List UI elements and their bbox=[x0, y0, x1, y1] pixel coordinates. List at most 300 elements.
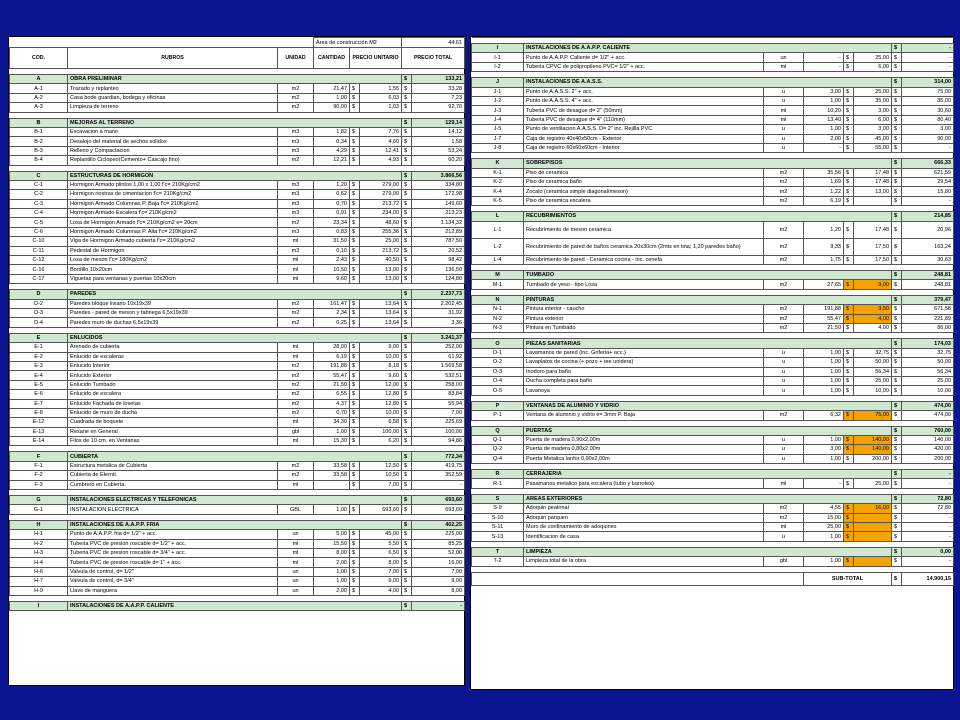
item-unit-price: 9,00 bbox=[854, 280, 892, 289]
item-code: C-1 bbox=[10, 180, 68, 189]
item-quantity: 1,00 bbox=[804, 125, 844, 134]
line-item-row bbox=[10, 209, 465, 218]
item-total: - bbox=[902, 143, 954, 152]
item-total: - bbox=[902, 53, 954, 62]
currency-symbol: $ bbox=[844, 367, 854, 376]
line-item-row bbox=[10, 227, 465, 236]
currency-symbol: $ bbox=[350, 427, 360, 436]
currency-symbol: $ bbox=[892, 106, 902, 115]
currency-symbol: $ bbox=[402, 530, 412, 539]
line-item-row bbox=[472, 87, 954, 96]
section-title: CERRAJERIA bbox=[524, 470, 892, 479]
line-item-row bbox=[10, 558, 465, 567]
item-unit: m2 bbox=[278, 156, 314, 165]
item-unit: m2 bbox=[764, 168, 804, 177]
currency-symbol: $ bbox=[402, 290, 412, 299]
item-quantity: 191,88 bbox=[804, 305, 844, 314]
item-code: C-6 bbox=[10, 227, 68, 236]
item-quantity: - bbox=[804, 479, 844, 488]
right-budget-sheet bbox=[470, 36, 954, 690]
section-title: ENLUCIDOS bbox=[68, 333, 402, 342]
item-description: Cubierta de Eternit bbox=[68, 471, 278, 480]
item-unit-price: 6,00 bbox=[854, 62, 892, 71]
item-unit: u bbox=[764, 386, 804, 395]
item-quantity: 1,00 bbox=[804, 358, 844, 367]
subtotal-label: SUB-TOTAL bbox=[804, 572, 892, 585]
section-header-row bbox=[10, 496, 465, 505]
currency-symbol: $ bbox=[892, 445, 902, 454]
line-item-row bbox=[472, 513, 954, 522]
item-unit: u bbox=[764, 134, 804, 143]
item-description: Losa de Hormigon Armado f'c= 210Kg/cm2 e= 20cm bbox=[68, 218, 278, 227]
item-unit-price: 1,03 bbox=[360, 103, 402, 112]
item-code: S-11 bbox=[472, 523, 524, 532]
item-total: 221,89 bbox=[902, 314, 954, 323]
section-total: 129,14 bbox=[412, 118, 465, 127]
item-total: 10,00 bbox=[902, 386, 954, 395]
currency-symbol: $ bbox=[350, 437, 360, 446]
item-unit: u bbox=[764, 96, 804, 105]
item-total: - bbox=[902, 196, 954, 205]
item-code: C-16 bbox=[10, 265, 68, 274]
currency-symbol: $ bbox=[402, 227, 412, 236]
item-code: B-3 bbox=[10, 146, 68, 155]
currency-symbol: $ bbox=[402, 461, 412, 470]
currency-symbol: $ bbox=[892, 78, 902, 87]
item-unit: ml bbox=[278, 256, 314, 265]
item-quantity: 15,30 bbox=[314, 437, 350, 446]
item-unit-price: 9,60 bbox=[360, 371, 402, 380]
currency-symbol: $ bbox=[350, 256, 360, 265]
item-unit-price bbox=[854, 513, 892, 522]
currency-symbol: $ bbox=[402, 380, 412, 389]
currency-symbol: $ bbox=[402, 361, 412, 370]
currency-symbol: $ bbox=[892, 339, 902, 348]
item-code: E-5 bbox=[10, 380, 68, 389]
line-item-row bbox=[472, 168, 954, 177]
item-unit: GBL bbox=[278, 505, 314, 514]
line-item-row bbox=[10, 586, 465, 595]
item-code: T-2 bbox=[472, 557, 524, 566]
section-header-row bbox=[472, 426, 954, 435]
currency-symbol: $ bbox=[844, 96, 854, 105]
item-unit: m2 bbox=[278, 399, 314, 408]
currency-symbol: $ bbox=[350, 471, 360, 480]
currency-symbol: $ bbox=[402, 352, 412, 361]
item-unit: m2 bbox=[764, 238, 804, 255]
section-header-row bbox=[472, 494, 954, 503]
item-unit: m2 bbox=[278, 308, 314, 317]
item-code: O-3 bbox=[472, 367, 524, 376]
item-unit-price: 13,64 bbox=[360, 308, 402, 317]
currency-symbol: $ bbox=[402, 408, 412, 417]
item-total: 212,89 bbox=[412, 227, 465, 236]
currency-symbol: $ bbox=[892, 62, 902, 71]
item-unit-price: 50,00 bbox=[854, 358, 892, 367]
item-code: E-1 bbox=[10, 343, 68, 352]
item-unit-price: 75,00 bbox=[854, 411, 892, 420]
item-unit: u bbox=[764, 532, 804, 541]
currency-symbol: $ bbox=[892, 305, 902, 314]
item-unit: m2 bbox=[278, 218, 314, 227]
item-code: L-4 bbox=[472, 255, 524, 264]
currency-symbol: $ bbox=[892, 212, 902, 221]
item-description: Pintura exterior bbox=[524, 314, 764, 323]
construction-area-row bbox=[10, 38, 465, 48]
section-title: RECUBRIMIENTOS bbox=[524, 212, 892, 221]
currency-symbol: $ bbox=[892, 494, 902, 503]
item-description: Lavanoya bbox=[524, 386, 764, 395]
item-code: J-1 bbox=[472, 87, 524, 96]
item-quantity: 1,00 bbox=[804, 435, 844, 444]
item-total: 7,23 bbox=[412, 93, 465, 102]
item-unit-price: 25,00 bbox=[854, 87, 892, 96]
item-code: E-2 bbox=[10, 352, 68, 361]
currency-symbol: $ bbox=[892, 532, 902, 541]
item-unit: ml bbox=[278, 418, 314, 427]
item-unit: un bbox=[278, 586, 314, 595]
item-unit: ml bbox=[764, 479, 804, 488]
item-unit-price: 13,64 bbox=[360, 318, 402, 327]
item-unit: ml bbox=[764, 115, 804, 124]
currency-symbol: $ bbox=[844, 238, 854, 255]
section-total: 174,03 bbox=[902, 339, 954, 348]
section-title: INSTALACIONES DE A.A.P.P. FRIA bbox=[68, 520, 402, 529]
section-header-row bbox=[10, 520, 465, 529]
section-header-row bbox=[472, 295, 954, 304]
item-unit: ml bbox=[278, 352, 314, 361]
section-total: 248,81 bbox=[902, 271, 954, 280]
item-total: 3,00 bbox=[902, 125, 954, 134]
item-total: 671,58 bbox=[902, 305, 954, 314]
currency-symbol: $ bbox=[892, 87, 902, 96]
line-item-row bbox=[10, 371, 465, 380]
item-quantity: 2,43 bbox=[314, 256, 350, 265]
item-unit: m2 bbox=[764, 255, 804, 264]
item-description: Hormigon Armado plintos 1,00 x 1,00 f'c= 210Kg/cm2 bbox=[68, 180, 278, 189]
currency-symbol: $ bbox=[844, 445, 854, 454]
item-code: E-14 bbox=[10, 437, 68, 446]
item-unit-price: 16,00 bbox=[854, 504, 892, 513]
item-code: H-2 bbox=[10, 539, 68, 548]
currency-symbol: $ bbox=[844, 187, 854, 196]
line-item-row bbox=[10, 361, 465, 370]
currency-symbol: $ bbox=[402, 601, 412, 610]
item-code: J-2 bbox=[472, 96, 524, 105]
currency-symbol: $ bbox=[892, 280, 902, 289]
item-code: A-1 bbox=[10, 84, 68, 93]
line-item-row bbox=[10, 180, 465, 189]
item-quantity: 15,50 bbox=[314, 539, 350, 548]
item-quantity: 31,50 bbox=[314, 237, 350, 246]
item-unit: gbl bbox=[278, 427, 314, 436]
item-quantity: 0,70 bbox=[314, 199, 350, 208]
item-quantity: - bbox=[804, 143, 844, 152]
currency-symbol: $ bbox=[402, 190, 412, 199]
section-code: N bbox=[472, 295, 524, 304]
section-total: 379,47 bbox=[902, 295, 954, 304]
item-total: 1.569,58 bbox=[412, 361, 465, 370]
line-item-row bbox=[472, 504, 954, 513]
currency-symbol: $ bbox=[892, 221, 902, 238]
line-item-row bbox=[472, 143, 954, 152]
line-item-row bbox=[10, 199, 465, 208]
item-description: Hormigon riostras de cimentacion f'c= 210Kg/cm2 bbox=[68, 190, 278, 199]
currency-symbol: $ bbox=[892, 255, 902, 264]
item-code: D-3 bbox=[10, 308, 68, 317]
item-description: Recubrimiento de meson ceramica bbox=[524, 221, 764, 238]
currency-symbol: $ bbox=[844, 106, 854, 115]
item-quantity: 34,30 bbox=[314, 418, 350, 427]
line-item-row bbox=[472, 386, 954, 395]
item-total: 85,25 bbox=[412, 539, 465, 548]
currency-symbol: $ bbox=[892, 115, 902, 124]
currency-symbol: $ bbox=[402, 496, 412, 505]
section-header-row bbox=[472, 159, 954, 168]
item-unit: un bbox=[278, 577, 314, 586]
item-unit: m3 bbox=[278, 199, 314, 208]
item-unit-price bbox=[854, 557, 892, 566]
section-total: 474,00 bbox=[902, 401, 954, 410]
item-unit: u bbox=[764, 376, 804, 385]
line-item-row bbox=[10, 156, 465, 165]
item-unit: m2 bbox=[278, 361, 314, 370]
section-code: L bbox=[472, 212, 524, 221]
item-total: 8,00 bbox=[412, 586, 465, 595]
currency-symbol: $ bbox=[892, 367, 902, 376]
item-description: Caja de registro 60x60x60cm - Interior bbox=[524, 143, 764, 152]
currency-symbol: $ bbox=[892, 348, 902, 357]
item-total: 693,60 bbox=[412, 505, 465, 514]
item-unit-price: 13,64 bbox=[360, 299, 402, 308]
section-header-row bbox=[10, 75, 465, 84]
currency-symbol: $ bbox=[892, 547, 902, 556]
item-unit: u bbox=[764, 445, 804, 454]
line-item-row bbox=[10, 505, 465, 514]
item-total: 136,50 bbox=[412, 265, 465, 274]
item-total: 56,34 bbox=[902, 367, 954, 376]
item-unit-price: 10,00 bbox=[360, 408, 402, 417]
item-quantity: 1,00 bbox=[804, 557, 844, 566]
item-unit: m2 bbox=[278, 103, 314, 112]
line-item-row bbox=[10, 530, 465, 539]
item-total: 200,00 bbox=[902, 454, 954, 463]
item-total: 15,80 bbox=[902, 187, 954, 196]
currency-symbol: $ bbox=[892, 358, 902, 367]
section-code: E bbox=[10, 333, 68, 342]
item-code: Q-1 bbox=[472, 435, 524, 444]
header-rubros: RUBROS bbox=[68, 48, 278, 69]
header-code: COD. bbox=[10, 48, 68, 69]
item-total: - bbox=[902, 557, 954, 566]
item-description: Enlucido Exterior bbox=[68, 371, 278, 380]
item-quantity: 90,00 bbox=[314, 103, 350, 112]
item-description: Losa de meson f'c= 180Kg/cm2 bbox=[68, 256, 278, 265]
section-code: T bbox=[472, 547, 524, 556]
left-budget-table bbox=[9, 37, 465, 611]
section-title: VENTANAS DE ALUMINIO Y VIDRIO bbox=[524, 401, 892, 410]
item-unit-price: 140,00 bbox=[854, 435, 892, 444]
item-unit: m2 bbox=[278, 380, 314, 389]
item-code: H-6 bbox=[10, 567, 68, 576]
item-unit: un bbox=[278, 530, 314, 539]
currency-symbol: $ bbox=[350, 558, 360, 567]
currency-symbol: $ bbox=[402, 246, 412, 255]
construction-area-label: Área de construcción M2 bbox=[314, 38, 402, 48]
item-quantity: 33,58 bbox=[314, 461, 350, 470]
item-unit: m3 bbox=[278, 146, 314, 155]
currency-symbol: $ bbox=[844, 348, 854, 357]
line-item-row bbox=[472, 62, 954, 71]
item-unit-price: 693,60 bbox=[360, 505, 402, 514]
item-description: Punto de ventilacion A.A.S.S. D= 2" inc. Rejilla PVC bbox=[524, 125, 764, 134]
line-item-row bbox=[10, 390, 465, 399]
item-code: S-9 bbox=[472, 504, 524, 513]
item-quantity: 1,22 bbox=[804, 187, 844, 196]
currency-symbol: $ bbox=[350, 199, 360, 208]
item-description: Piso de ceramica escalera bbox=[524, 196, 764, 205]
item-code: J-4 bbox=[472, 115, 524, 124]
item-total: 532,51 bbox=[412, 371, 465, 380]
currency-symbol: $ bbox=[844, 523, 854, 532]
item-code: O-5 bbox=[472, 386, 524, 395]
item-description: Piso de ceramica bbox=[524, 168, 764, 177]
item-quantity: 4,29 bbox=[314, 146, 350, 155]
line-item-row bbox=[10, 190, 465, 199]
item-unit: ml bbox=[764, 106, 804, 115]
subtotal-row bbox=[472, 572, 954, 585]
currency-symbol: $ bbox=[844, 255, 854, 264]
item-total: 98,42 bbox=[412, 256, 465, 265]
section-code: H bbox=[10, 520, 68, 529]
currency-symbol: $ bbox=[844, 196, 854, 205]
currency-symbol: $ bbox=[402, 93, 412, 102]
item-code: K-4 bbox=[472, 187, 524, 196]
currency-symbol: $ bbox=[892, 557, 902, 566]
item-quantity: 6,55 bbox=[314, 390, 350, 399]
currency-symbol: $ bbox=[350, 343, 360, 352]
currency-symbol: $ bbox=[844, 305, 854, 314]
item-unit-price: 17,48 bbox=[854, 221, 892, 238]
item-total: 55,94 bbox=[412, 399, 465, 408]
currency-symbol: $ bbox=[892, 401, 902, 410]
section-code: J bbox=[472, 78, 524, 87]
section-total: - bbox=[902, 44, 954, 53]
item-unit: m2 bbox=[764, 187, 804, 196]
item-total: 334,80 bbox=[412, 180, 465, 189]
section-header-row bbox=[10, 452, 465, 461]
item-unit-price: 7,00 bbox=[360, 480, 402, 489]
item-quantity: 12,21 bbox=[314, 156, 350, 165]
item-unit-price: 17,48 bbox=[854, 178, 892, 187]
item-unit-price: 234,00 bbox=[360, 209, 402, 218]
currency-symbol: $ bbox=[350, 265, 360, 274]
item-code: S-10 bbox=[472, 513, 524, 522]
item-description: Paredes - pared de meson y fabriega 6,5x19x39 bbox=[68, 308, 278, 317]
item-quantity: 6,32 bbox=[804, 411, 844, 420]
item-quantity: 0,10 bbox=[314, 246, 350, 255]
item-unit-price: 25,00 bbox=[854, 479, 892, 488]
currency-symbol: $ bbox=[892, 295, 902, 304]
item-code: J-8 bbox=[472, 143, 524, 152]
item-total: 20,52 bbox=[412, 246, 465, 255]
item-unit: m2 bbox=[278, 318, 314, 327]
section-header-row bbox=[472, 212, 954, 221]
item-total: 7,00 bbox=[412, 408, 465, 417]
item-unit-price: 8,18 bbox=[360, 361, 402, 370]
item-unit: gbl bbox=[764, 557, 804, 566]
item-description: Valvula de control, d= 3/4" bbox=[68, 577, 278, 586]
item-description: Enlucido Interior bbox=[68, 361, 278, 370]
item-unit-price: 17,50 bbox=[854, 238, 892, 255]
currency-symbol: $ bbox=[350, 209, 360, 218]
item-unit: m3 bbox=[278, 246, 314, 255]
section-header-row bbox=[472, 271, 954, 280]
item-quantity: 0,62 bbox=[314, 190, 350, 199]
currency-symbol: $ bbox=[350, 190, 360, 199]
subtotal-value: 14.900,15 bbox=[902, 572, 954, 585]
item-code: H-1 bbox=[10, 530, 68, 539]
currency-symbol: $ bbox=[402, 520, 412, 529]
item-unit-price: 9,00 bbox=[360, 577, 402, 586]
section-code: B bbox=[10, 118, 68, 127]
currency-symbol: $ bbox=[892, 479, 902, 488]
currency-symbol: $ bbox=[402, 318, 412, 327]
item-quantity: 1,00 bbox=[804, 367, 844, 376]
currency-symbol: $ bbox=[402, 539, 412, 548]
item-unit-price: 10,50 bbox=[360, 471, 402, 480]
item-description: Viga de Hormigon Armado cubierta f'c= 210Kg/cm2 bbox=[68, 237, 278, 246]
item-code: H-7 bbox=[10, 577, 68, 586]
currency-symbol: $ bbox=[402, 452, 412, 461]
section-title: PUERTAS bbox=[524, 426, 892, 435]
currency-symbol: $ bbox=[350, 586, 360, 595]
item-total: 35,00 bbox=[902, 96, 954, 105]
currency-symbol: $ bbox=[350, 371, 360, 380]
currency-symbol: $ bbox=[350, 237, 360, 246]
item-quantity: 5,00 bbox=[314, 530, 350, 539]
item-total: 31,92 bbox=[412, 308, 465, 317]
currency-symbol: $ bbox=[402, 333, 412, 342]
item-code: J-5 bbox=[472, 125, 524, 134]
currency-symbol: $ bbox=[402, 218, 412, 227]
item-description: Pintura interior - caucho bbox=[524, 305, 764, 314]
item-total: 30,60 bbox=[902, 106, 954, 115]
item-total: - bbox=[902, 513, 954, 522]
currency-symbol: $ bbox=[892, 187, 902, 196]
currency-symbol: $ bbox=[350, 137, 360, 146]
item-unit-price: 55,00 bbox=[854, 143, 892, 152]
line-item-row bbox=[472, 367, 954, 376]
item-unit-price: 12,80 bbox=[360, 390, 402, 399]
item-quantity: 1,75 bbox=[804, 255, 844, 264]
currency-symbol: $ bbox=[402, 308, 412, 317]
item-quantity: 25,00 bbox=[804, 523, 844, 532]
item-unit-price: 6,20 bbox=[360, 437, 402, 446]
currency-symbol: $ bbox=[350, 577, 360, 586]
currency-symbol: $ bbox=[402, 480, 412, 489]
item-description: Enlucido Fachada de losetas bbox=[68, 399, 278, 408]
currency-symbol: $ bbox=[892, 96, 902, 105]
item-total: 60,20 bbox=[412, 156, 465, 165]
item-unit: ml bbox=[278, 480, 314, 489]
item-unit-price: 10,00 bbox=[360, 352, 402, 361]
item-unit-price: 6,58 bbox=[360, 418, 402, 427]
item-unit-price: 25,00 bbox=[360, 237, 402, 246]
line-item-row bbox=[10, 567, 465, 576]
item-code: E-4 bbox=[10, 371, 68, 380]
item-unit: m2 bbox=[278, 371, 314, 380]
